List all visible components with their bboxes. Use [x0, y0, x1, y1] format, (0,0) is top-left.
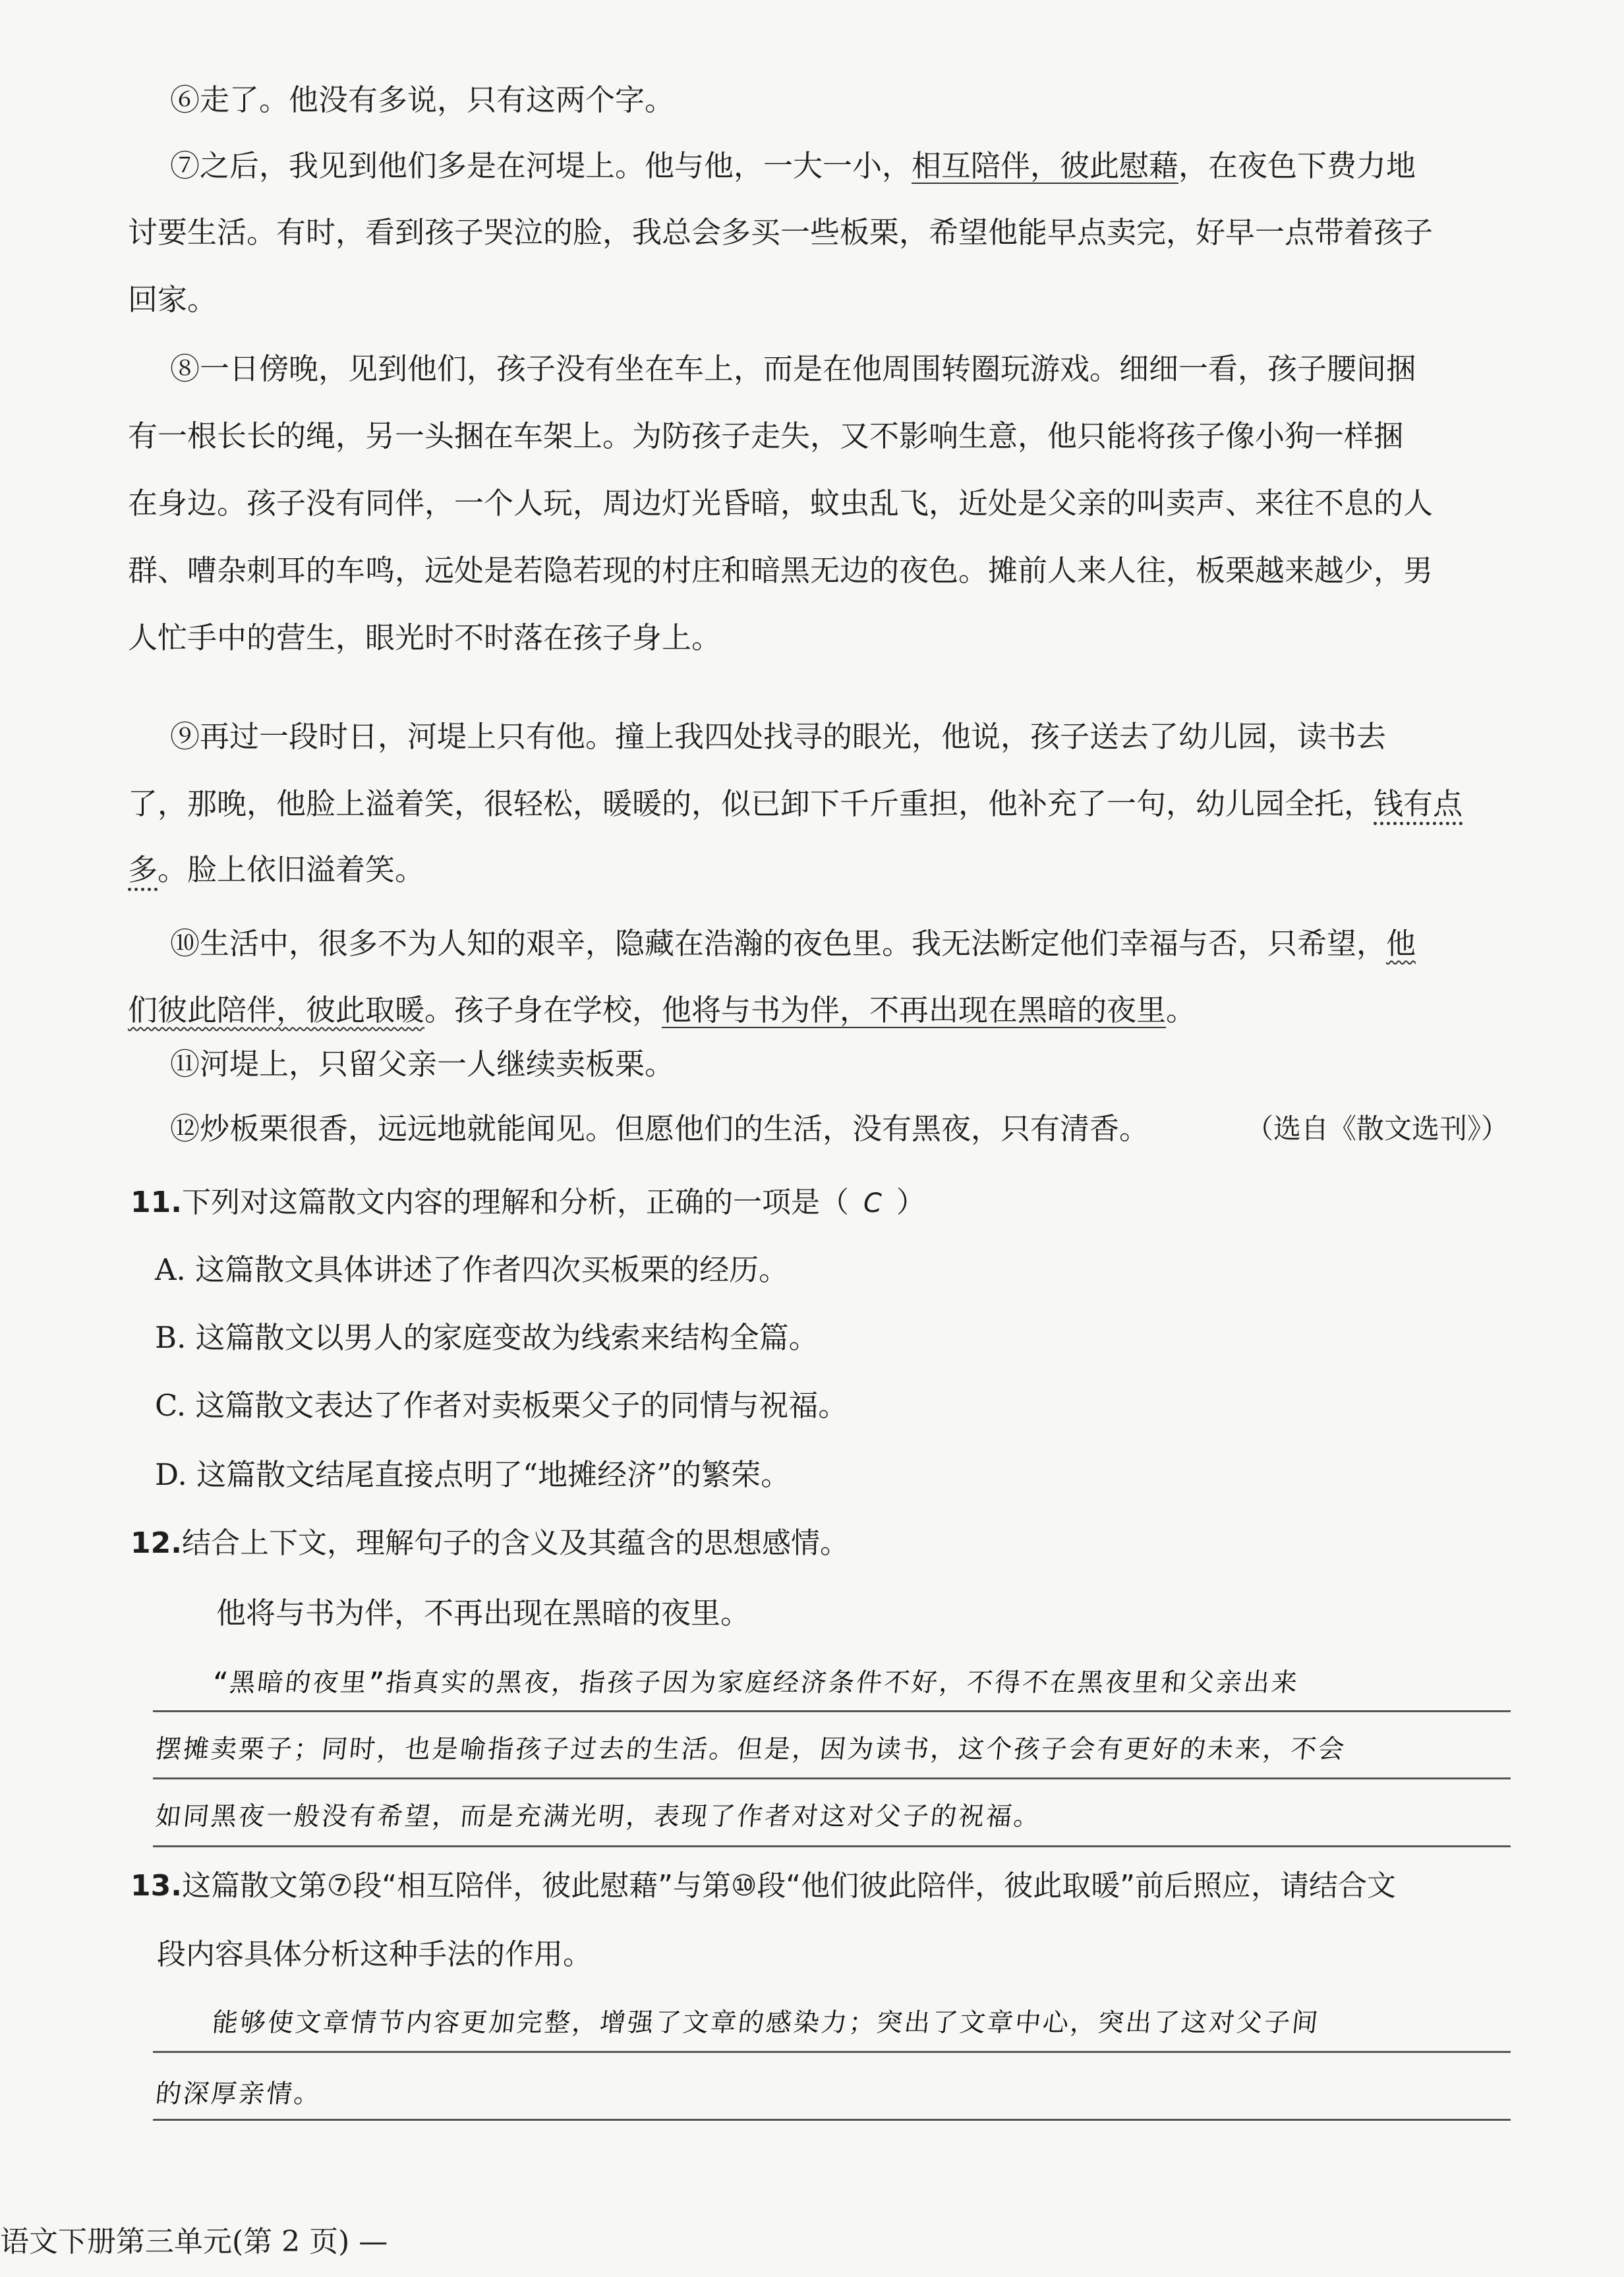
paragraph-8-line-5: 人忙手中的营生，眼光时不时落在孩子身上。: [128, 620, 722, 655]
answer-12-line-3: 如同黑夜一般没有希望，而是充满光明，表现了作者对这对父子的祝福。: [154, 1802, 1043, 1831]
paragraph-7-line-1: [170, 146, 1624, 186]
text-span: ⑦之后，我见到他们多是在河堤上。他与他，一大一小，: [170, 148, 912, 183]
question-12-stem: [130, 1524, 1624, 1563]
underlined-phrase: 他将与书为伴，不再出现在黑暗的夜里: [662, 993, 1167, 1027]
paragraph-10-line-1: [170, 924, 1624, 964]
text-span: 结合上下文，理解句子的含义及其蕴含的思想感情。: [181, 1526, 849, 1560]
question-13-stem-line-2: 段内容具体分析这种手法的作用。: [157, 1938, 592, 1971]
answer-rule: [153, 1845, 1511, 1847]
source-citation: （选自《散文选刊》）: [1246, 1112, 1509, 1145]
text-span: ⑩生活中，很多不为人知的艰辛，隐藏在浩瀚的夜色里。我无法断定他们幸福与否，只希望，: [170, 926, 1387, 961]
emphasis-dotted: 多: [128, 852, 158, 887]
paragraph-7-line-2: 讨要生活。有时，看到孩子哭泣的脸，我总会多买一些板栗，希望他能早点卖完，好早一点带着孩子: [128, 215, 1434, 250]
answer-13-line-1: 能够使文章情节内容更加完整，增强了文章的感染力；突出了文章中心，突出了这对父子间: [210, 2008, 1321, 2038]
paragraph-8-line-4: 群、嘈杂刺耳的车鸣，远处是若隐若现的村庄和暗黑无边的夜色。摊前人来人往，板栗越来越少，男: [128, 553, 1434, 588]
text-span: 了，那晚，他脸上溢着笑，很轻松，暖暖的，似已卸下千斤重担，他补充了一句，幼儿园全托，: [128, 786, 1374, 821]
question-number: 13.: [130, 1869, 182, 1903]
question-number: 12.: [130, 1526, 182, 1560]
paragraph-8-line-3: 在身边。孩子没有同伴，一个人玩，周边灯光昏暗，蚊虫乱飞，近处是父亲的叫卖声、来往不息的人: [128, 486, 1434, 521]
paragraph-9-line-3: [128, 850, 1624, 890]
text-span: 下列对这篇散文内容的理解和分析，正确的一项是（: [181, 1186, 849, 1219]
answer-rule: [153, 2051, 1511, 2053]
wavy-underlined-phrase: 他: [1386, 926, 1416, 961]
option-c: C. 这篇散文表达了作者对卖板栗父子的同情与祝福。: [155, 1388, 848, 1423]
text-span: 这篇散文第⑦段“相互陪伴，彼此慰藉”与第⑩段“他们彼此陪伴，彼此取暖”前后照应，请结合文: [181, 1869, 1397, 1903]
paragraph-8-line-2: 有一根长长的绳，另一头捆在车架上。为防孩子走失，又不影响生意，他只能将孩子像小狗一样捆: [128, 418, 1404, 453]
text-span: 。孩子身在学校，: [424, 993, 662, 1027]
option-d: D. 这篇散文结尾直接点明了“地摊经济”的繁荣。: [155, 1457, 791, 1492]
answer-rule: [153, 1710, 1511, 1712]
answer-13-line-2: 的深厚亲情。: [154, 2079, 324, 2109]
question-11-stem: [130, 1183, 1624, 1223]
wavy-underlined-phrase: 们彼此陪伴，彼此取暖: [128, 993, 425, 1027]
text-span: ，在夜色下费力地: [1178, 148, 1416, 183]
paragraph-9-line-2: [128, 784, 1624, 824]
emphasis-dotted: 钱有点: [1374, 786, 1463, 821]
paragraph-7-line-3: 回家。: [128, 282, 218, 317]
answer-12-line-2: 摆摊卖栗子；同时，也是喻指孩子过去的生活。但是，因为读书，这个孩子会有更好的未来，不会: [154, 1735, 1348, 1764]
underlined-phrase: 相互陪伴，彼此慰藉: [912, 148, 1179, 183]
text-span: 。: [1166, 993, 1196, 1027]
text-span: ）: [896, 1186, 925, 1219]
paragraph-9-line-1: ⑨再过一段时日，河堤上只有他。撞上我四处找寻的眼光，他说，孩子送去了幼儿园，读书去: [170, 719, 1387, 754]
question-12-quote: 他将与书为伴，不再出现在黑暗的夜里。: [216, 1596, 751, 1630]
paragraph-12: ⑫炒板栗很香，远远地就能闻见。但愿他们的生活，没有黑夜，只有清香。: [170, 1111, 1149, 1146]
text-span: 。脸上依旧溢着笑。: [158, 852, 425, 887]
answer-rule: [153, 2119, 1511, 2121]
option-b: B. 这篇散文以男人的家庭变故为线索来结构全篇。: [155, 1320, 819, 1355]
paragraph-10-line-2: [128, 991, 1624, 1030]
option-a: A. 这篇散文具体讲述了作者四次买板栗的经历。: [155, 1252, 789, 1287]
question-number: 11.: [130, 1186, 182, 1219]
answer-rule: [153, 1777, 1511, 1779]
paragraph-8-line-1: ⑧一日傍晚，见到他们，孩子没有坐在车上，而是在他周围转圈玩游戏。细细一看，孩子腰间捆: [170, 351, 1416, 386]
paragraph-11: ⑪河堤上，只留父亲一人继续卖板栗。: [170, 1047, 675, 1081]
question-13-stem-line-1: [130, 1866, 1624, 1906]
paragraph-6: ⑥走了。他没有多说，只有这两个字。: [170, 82, 675, 117]
answer-12-line-1: “黑暗的夜里”指真实的黑夜，指孩子因为家庭经济条件不好，不得不在黑夜里和父亲出来: [210, 1668, 1301, 1698]
handwritten-answer-choice: C: [863, 1188, 882, 1219]
page-footer: 语文下册第三单元(第 2 页) —: [0, 2225, 388, 2259]
